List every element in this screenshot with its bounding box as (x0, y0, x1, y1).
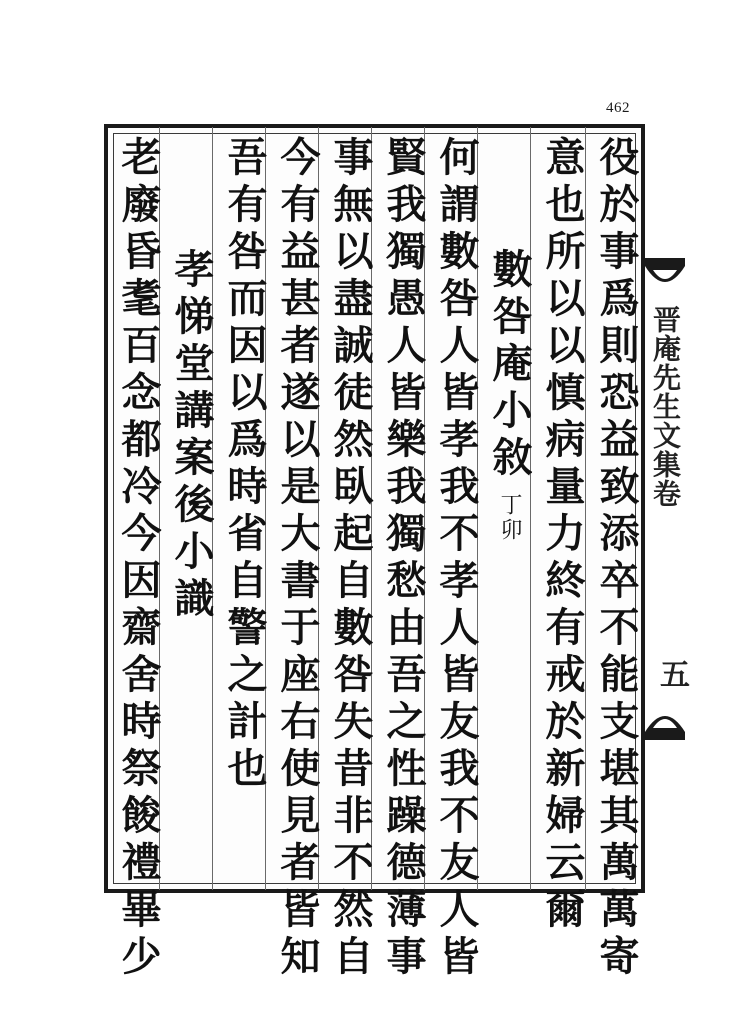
margin-fold-mark: 五 (660, 658, 690, 693)
text-column-7: 今有益甚者遂以是大書于座右使見者皆知 (274, 136, 321, 982)
text-column-1: 役於事爲則恐益致添卒不能支堪其萬萬寄 (593, 136, 640, 982)
text-column-6: 事無以盡誠徒然臥起自數咎失昔非不然自 (327, 136, 374, 982)
fishtail-ornament-top (645, 258, 685, 298)
heading-column-9: 孝悌堂講案後小識 (168, 248, 215, 624)
page-number: 462 (606, 100, 630, 116)
date-note: 丁卯 (497, 493, 522, 543)
margin-book-title: 晋庵先生文集卷 (649, 305, 682, 508)
fishtail-ornament-bottom (645, 700, 685, 740)
text-column-4: 何謂數咎人皆孝我不孝人皆友我不友人皆 (433, 136, 480, 982)
text-column-10: 老廢昏耄百念都冷今因齋舍時祭餕禮畢少 (115, 136, 162, 982)
heading-column-3 (483, 248, 535, 543)
text-column-8: 吾有咎而因以爲時省自警之計也 (221, 136, 268, 794)
text-column-2: 意也所以以慎病量力終有戒於新婦云爾 (539, 136, 586, 935)
section-heading: 數咎庵小敘 (486, 248, 533, 483)
text-column-5: 賢我獨愚人皆樂我獨愁由吾之性躁德薄事 (380, 136, 427, 982)
